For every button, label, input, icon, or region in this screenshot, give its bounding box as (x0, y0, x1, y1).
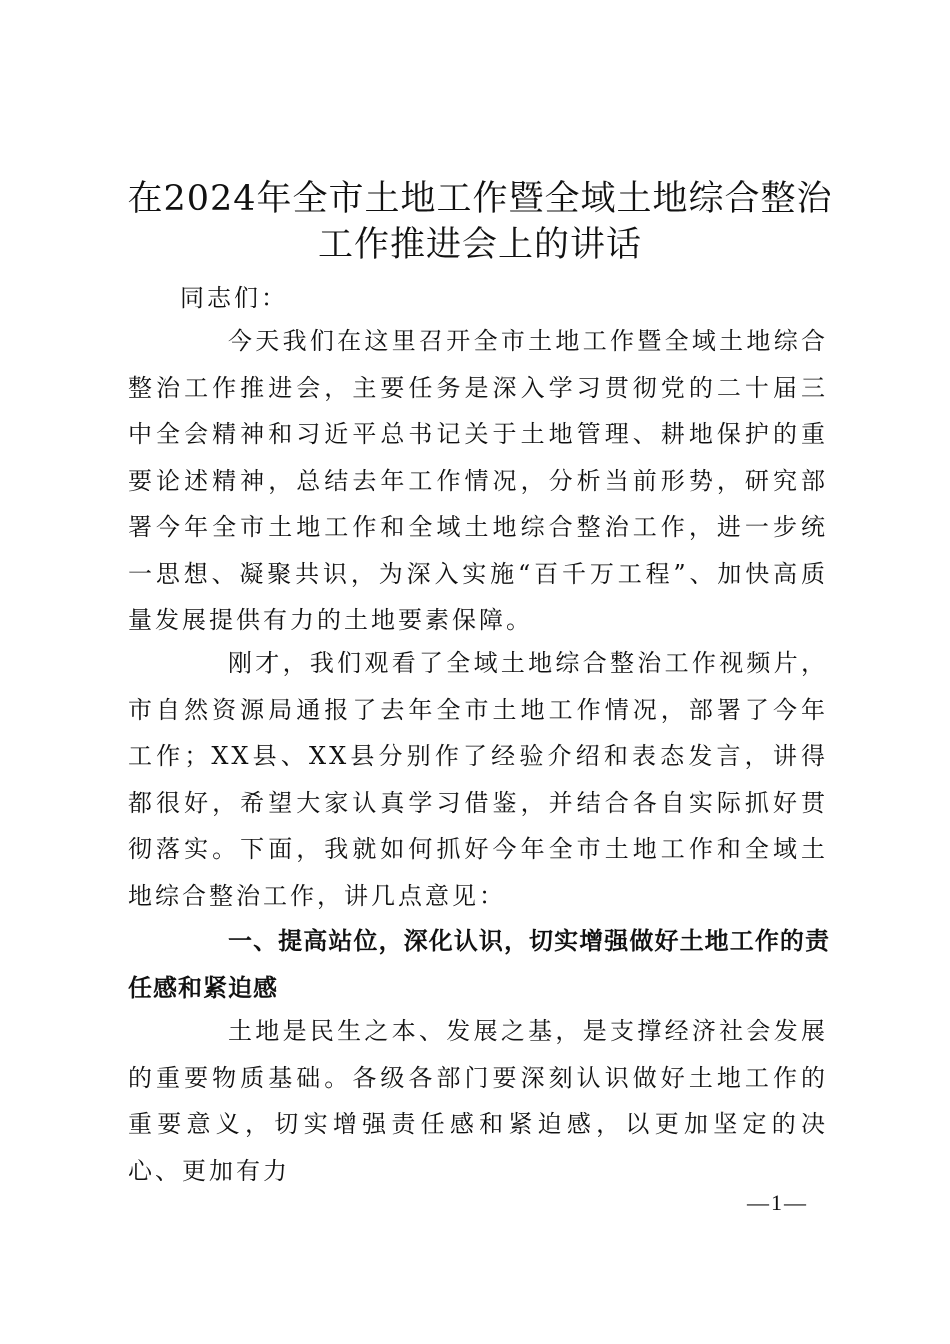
paragraph-review: 刚才，我们观看了全域土地综合整治工作视频片，市自然资源局通报了去年全市土地工作情况，部署了今年工作；XX县、XX县分别作了经验介绍和表态发言，讲得都很好，希望大家认真学习借鉴，并结合各自实际抓好贯彻落实。下面，我就如何抓好今年全市土地工作和全域土地综合整治工作，讲几点意见： (128, 649, 828, 910)
section-heading-1: 一、提高站位，深化认识，切实增强做好土地工作的责任感和紧迫感 (128, 927, 830, 1002)
title-line-2: 工作推进会上的讲话 (317, 225, 642, 265)
document-title (100, 176, 860, 268)
salutation: 同志们： (180, 284, 288, 312)
title-line-1: 在2024年全市土地工作暨全域土地综合整治 (127, 179, 833, 219)
paragraph-land: 土地是民生之本、发展之基，是支撑经济社会发展的重要物质基础。各级各部门要深刻认识做好土地工作的重要意义，切实增强责任感和紧迫感，以更加坚定的决心、更加有力 (128, 1017, 828, 1185)
page-number: —1— (747, 1190, 808, 1215)
paragraph-intro: 今天我们在这里召开全市土地工作暨全域土地综合整治工作推进会，主要任务是深入学习贯彻党的二十届三中全会精神和习近平总书记关于土地管理、耕地保护的重要论述精神，总结去年工作情况，分析当前形势，研究部署今年全市土地工作和全域土地综合整治工作，进一步统一思想、凝聚共识，为深入实施“百千万工程”、加快高质量发展提供有力的土地要素保障。 (128, 327, 828, 634)
